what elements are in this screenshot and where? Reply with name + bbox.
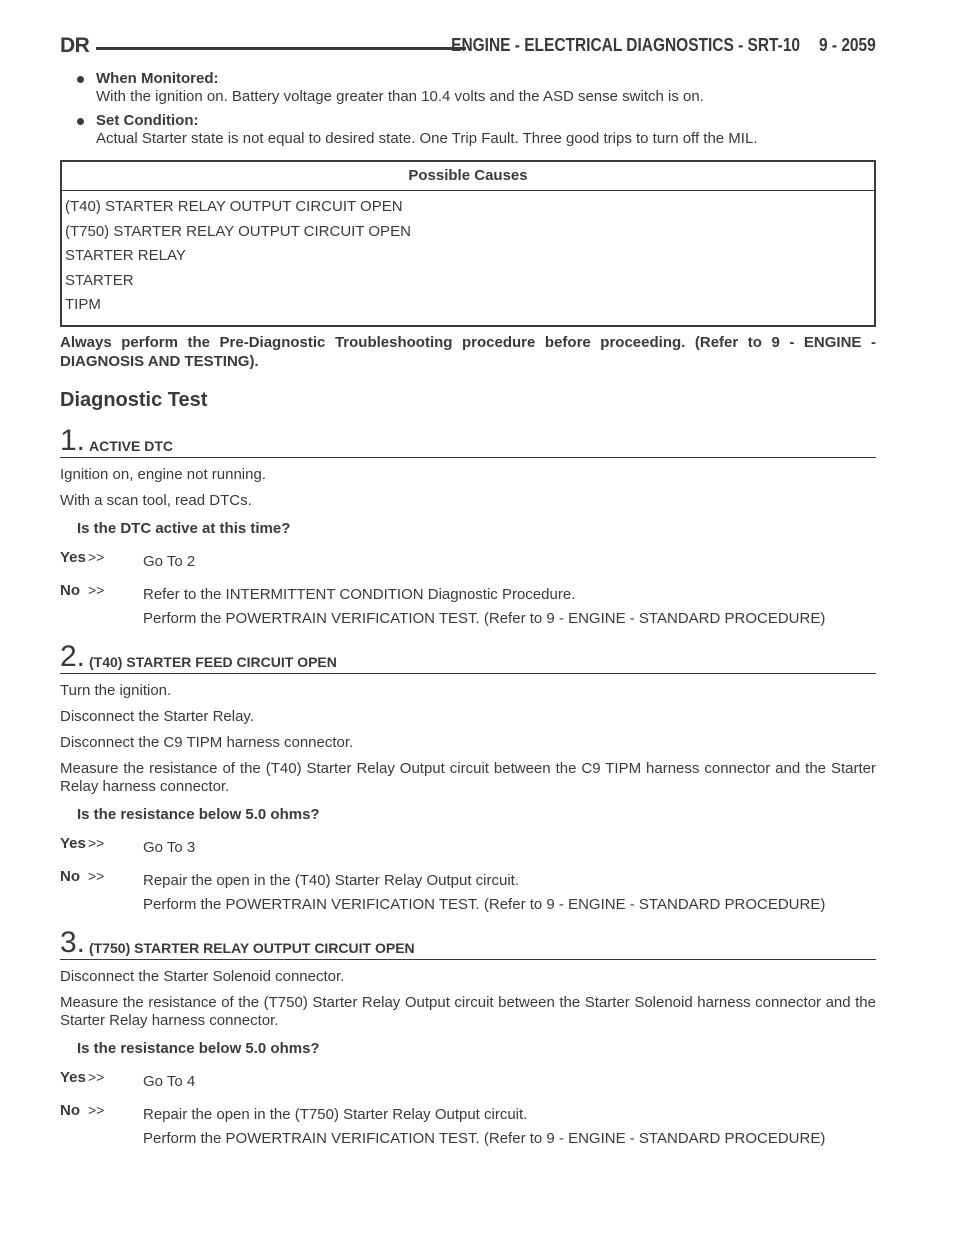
cause-item: TIPM [65,296,101,313]
answer-label: No [60,867,80,885]
arrow-icon: >> [88,867,105,884]
pre-diagnostic-note: Always perform the Pre-Diagnostic Troubleshooting procedure before proceeding. (Refer to 9 - ENGINE - DIAGNOSIS AND TESTING). [60,333,876,370]
arrow-icon: >> [88,581,105,598]
answer-text: Go To 3 [143,838,196,856]
header-model-code: DR [60,34,90,57]
answer-text: Refer to the INTERMITTENT CONDITION Diagnostic Procedure. [143,585,576,603]
bullet-label: When Monitored: [96,70,219,87]
answer-yes [60,835,876,857]
answer-text: Go To 2 [143,552,196,570]
step-instruction: Disconnect the Starter Relay. [60,707,254,725]
answer-text: Go To 4 [143,1072,196,1090]
step-question: Is the resistance below 5.0 ohms? [77,805,320,823]
answer-no [60,868,876,914]
step-question: Is the DTC active at this time? [77,519,291,537]
header-title-group [451,35,876,56]
step-number: 2. [60,639,86,673]
step-header [60,639,876,674]
possible-causes-table [60,160,876,327]
cause-item: STARTER RELAY [65,247,186,264]
cause-item: (T750) STARTER RELAY OUTPUT CIRCUIT OPEN [65,222,411,240]
header-title: ENGINE - ELECTRICAL DIAGNOSTICS - SRT-10 [451,35,801,55]
step-instruction: Disconnect the Starter Solenoid connector. [60,967,345,985]
answer-no [60,1102,876,1148]
bullet-set-condition [60,112,876,148]
answer-label: Yes [60,548,86,566]
arrow-icon: >> [88,1101,105,1118]
arrow-icon: >> [88,834,105,851]
possible-causes-heading: Possible Causes [62,162,874,191]
step-title: ACTIVE DTC [89,437,173,454]
step-instruction: Measure the resistance of the (T750) Starter Relay Output circuit between the Starter Solenoid harness connector and the Starter Relay harness connector. [60,993,876,1029]
step-1 [60,423,876,628]
answer-label: No [60,581,80,599]
cause-item: (T40) STARTER RELAY OUTPUT CIRCUIT OPEN [65,198,403,215]
header-rule [96,47,466,50]
bullet-label: Set Condition: [96,112,199,129]
possible-causes-list [62,191,874,325]
step-header [60,423,876,458]
answer-text: Perform the POWERTRAIN VERIFICATION TEST. (Refer to 9 - ENGINE - STANDARD PROCEDURE) [143,609,826,627]
step-instruction: Turn the ignition. [60,681,172,699]
answer-yes [60,1069,876,1091]
step-instruction: Ignition on, engine not running. [60,465,266,483]
step-2 [60,639,876,914]
arrow-icon: >> [88,1068,105,1085]
cause-item: STARTER [65,271,134,289]
step-header [60,925,876,960]
answer-text: Repair the open in the (T40) Starter Relay Output circuit. [143,871,520,889]
diagnostic-test-title: Diagnostic Test [60,388,208,411]
step-title: (T40) STARTER FEED CIRCUIT OPEN [89,653,337,670]
step-3 [60,925,876,1148]
bullet-icon [77,118,84,125]
answer-label: No [60,1101,80,1119]
step-instruction: Measure the resistance of the (T40) Starter Relay Output circuit between the C9 TIPM harness connector and the Starter Relay harness connector. [60,759,876,795]
bullet-icon [77,76,84,83]
answer-text: Perform the POWERTRAIN VERIFICATION TEST. (Refer to 9 - ENGINE - STANDARD PROCEDURE) [143,1129,826,1147]
arrow-icon: >> [88,548,105,565]
page-header [60,34,876,60]
step-instruction: Disconnect the C9 TIPM harness connector. [60,733,354,751]
answer-text: Repair the open in the (T750) Starter Relay Output circuit. [143,1105,528,1123]
bullet-text: With the ignition on. Battery voltage greater than 10.4 volts and the ASD sense switch is on. [96,88,704,105]
answer-yes [60,549,876,571]
answer-text: Perform the POWERTRAIN VERIFICATION TEST. (Refer to 9 - ENGINE - STANDARD PROCEDURE) [143,895,826,913]
step-question: Is the resistance below 5.0 ohms? [77,1039,320,1057]
page-number: 9 - 2059 [819,35,876,55]
answer-label: Yes [60,834,86,852]
bullet-text: Actual Starter state is not equal to desired state. One Trip Fault. Three good trips to turn off the MIL. [96,130,758,147]
step-instruction: With a scan tool, read DTCs. [60,491,252,509]
step-number: 3. [60,925,86,959]
step-title: (T750) STARTER RELAY OUTPUT CIRCUIT OPEN [89,939,415,956]
monitor-conditions [60,70,876,148]
answer-label: Yes [60,1068,86,1086]
step-number: 1. [60,423,86,457]
answer-no [60,582,876,628]
bullet-when-monitored [60,70,876,106]
manual-page [60,34,876,1148]
